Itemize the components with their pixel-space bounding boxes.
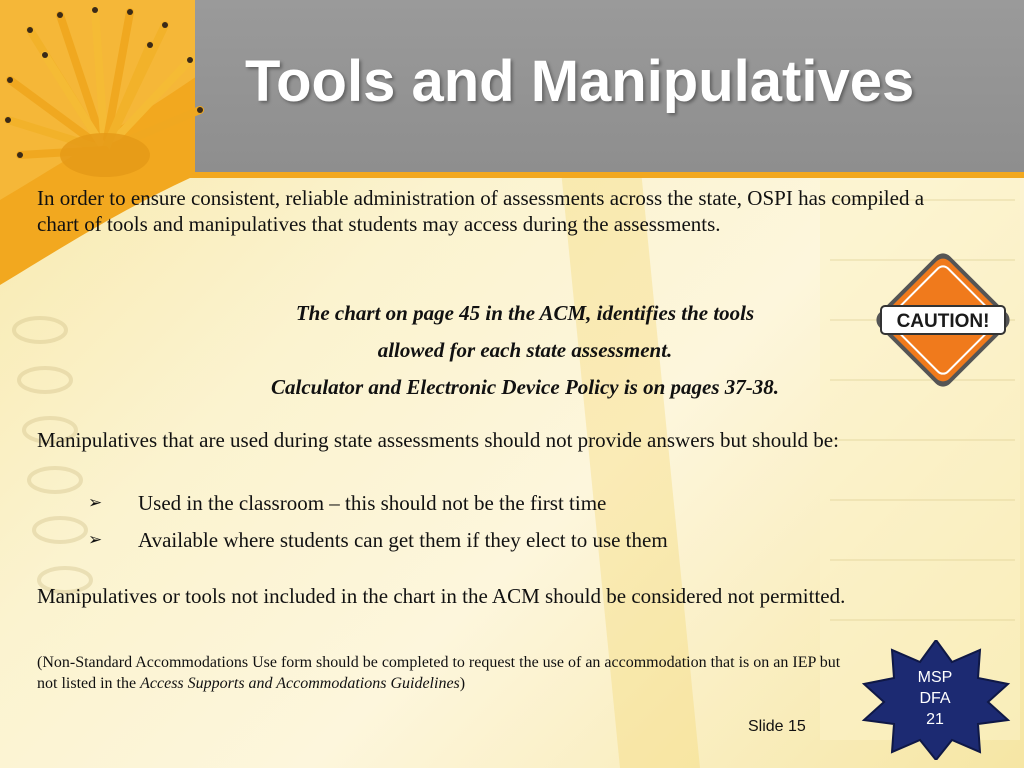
acm-note-line: allowed for each state assessment. — [377, 338, 673, 362]
caution-sign-text: CAUTION! — [896, 311, 990, 332]
badge-line: MSP — [917, 669, 953, 686]
badge-line: 21 — [926, 711, 944, 728]
bullet-text: Available where students can get them if they elect to use them — [138, 528, 668, 552]
acm-chart-note — [90, 295, 960, 406]
intro-paragraph: In order to ensure consistent, reliable administration of assessments across the state, OSPI has compiled a chart of tools and manipulatives that students may access during the assessments. — [37, 186, 925, 236]
nonstandard-note — [37, 652, 847, 694]
guidelines-title: Access Supports and Accommodations Guidelines — [140, 675, 460, 692]
badge-label — [870, 667, 1000, 730]
slide-title: Tools and Manipulatives — [245, 49, 915, 114]
arrow-bullet-icon: ➢ — [88, 493, 103, 513]
arrow-bullet-icon: ➢ — [88, 530, 103, 550]
bullet-list — [88, 488, 668, 562]
slide-number: Slide 15 — [748, 718, 806, 735]
bullet-text: Used in the classroom – this should not be the first time — [138, 491, 607, 515]
acm-note-line: Calculator and Electronic Device Policy is on pages 37-38. — [270, 375, 780, 399]
badge-line: DFA — [919, 690, 951, 707]
list-item — [88, 525, 668, 562]
acm-note-line: The chart on page 45 in the ACM, identifies the tools — [295, 301, 755, 325]
nonstandard-note-end: ) — [459, 675, 466, 692]
manipulatives-paragraph: Manipulatives that are used during state assessments should not provide answers but should be: — [37, 428, 839, 452]
not-permitted-paragraph: Manipulatives or tools not included in the chart in the ACM should be considered not permitted. — [37, 584, 846, 608]
list-item — [88, 488, 668, 525]
pencils-icon — [0, 0, 220, 200]
caution-sign-icon — [868, 245, 1018, 395]
nonstandard-note-text: (Non-Standard Accommodations Use form should be completed to request the use of an accommodation that is on an IEP but not listed in the — [37, 654, 841, 692]
